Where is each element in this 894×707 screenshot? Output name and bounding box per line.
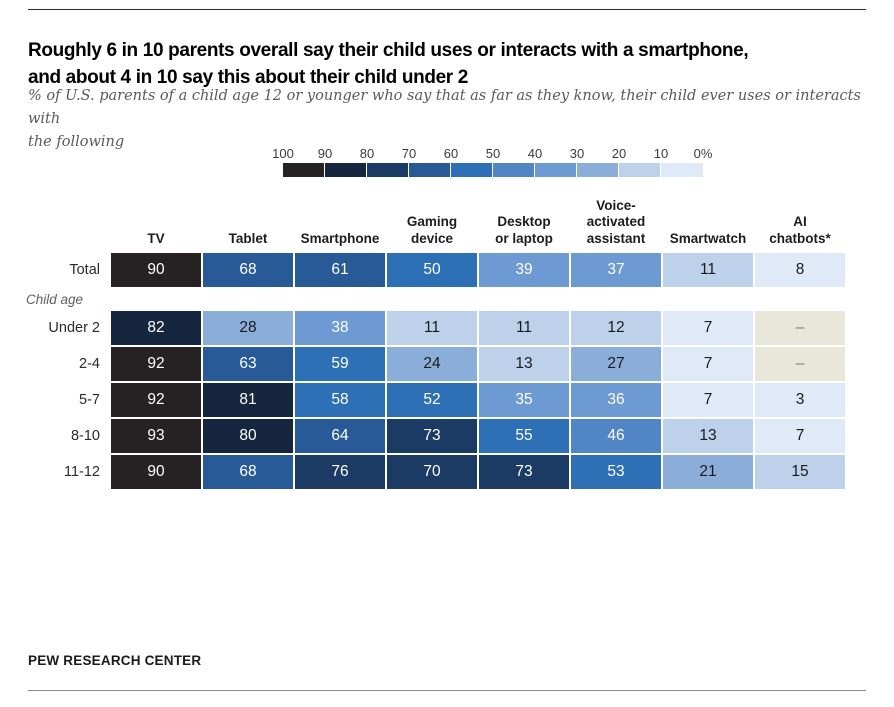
column-header: TV [147, 230, 165, 246]
legend-bar [283, 163, 703, 177]
legend-color-segment [493, 163, 535, 177]
heatmap-cell: 68 [203, 253, 293, 287]
heatmap-cell: 11 [479, 311, 569, 345]
column-header: Tablet [228, 230, 268, 246]
row-label: 5-7 [79, 392, 100, 408]
heatmap-cell: 7 [663, 347, 753, 381]
legend-tick-label: 0% [693, 146, 713, 161]
heatmap-cell: 50 [387, 253, 477, 287]
column-header: Voice- activated assistant [586, 197, 646, 246]
heatmap-cell: 92 [111, 383, 201, 417]
chart-subtitle [28, 85, 873, 155]
top-divider [28, 9, 866, 10]
heatmap-cell: 39 [479, 253, 569, 287]
heatmap-cell: 81 [203, 383, 293, 417]
heatmap-cell: 70 [387, 455, 477, 489]
legend-tick-label: 30 [569, 146, 585, 161]
legend-color-segment [367, 163, 409, 177]
legend-color-segment [619, 163, 661, 177]
row-label: 2-4 [79, 356, 100, 372]
legend-tick-label: 100 [272, 146, 294, 161]
heatmap-cell: 24 [387, 347, 477, 381]
heatmap-cell: – [755, 347, 845, 381]
heatmap-cell: 13 [663, 419, 753, 453]
heatmap-cell: 92 [111, 347, 201, 381]
table-row [0, 382, 846, 418]
heatmap-cell: 7 [663, 311, 753, 345]
legend-tick-label: 10 [653, 146, 669, 161]
row-label: 11-12 [63, 464, 100, 480]
heatmap-cell: 21 [663, 455, 753, 489]
heatmap-cell: 80 [203, 419, 293, 453]
row-label: 8-10 [70, 428, 100, 444]
heatmap-cell: 27 [571, 347, 661, 381]
heatmap-cell: 38 [295, 311, 385, 345]
heatmap-cell: 59 [295, 347, 385, 381]
heatmap-cell: 13 [479, 347, 569, 381]
chart-title-line2: and about 4 in 10 say this about their child under 2 [28, 67, 468, 89]
heatmap-cell: 36 [571, 383, 661, 417]
heatmap-cell: 28 [203, 311, 293, 345]
bottom-divider [28, 690, 866, 691]
heatmap-cell: 63 [203, 347, 293, 381]
column-header: Gaming device [406, 214, 458, 246]
heatmap-cell: 58 [295, 383, 385, 417]
heatmap-cell: 93 [111, 419, 201, 453]
table-header-row [0, 196, 846, 252]
heatmap-cell: 64 [295, 419, 385, 453]
legend-color-segment [409, 163, 451, 177]
heatmap-cell: 12 [571, 311, 661, 345]
chart-title-line1: Roughly 6 in 10 parents overall say their child uses or interacts with a smartphone, [28, 39, 749, 61]
heatmap-cell: 35 [479, 383, 569, 417]
column-header: Desktop or laptop [495, 214, 553, 246]
heatmap-cell: – [755, 311, 845, 345]
heatmap-cell: 82 [111, 311, 201, 345]
chart-subtitle-line1: % of U.S. parents of a child age 12 or younger who say that as far as they know, their child ever uses or interacts with [28, 88, 861, 128]
legend-color-segment [577, 163, 619, 177]
heatmap-cell: 53 [571, 455, 661, 489]
row-group-label: Child age [25, 291, 83, 307]
table-body [0, 252, 846, 490]
heatmap-cell: 7 [663, 383, 753, 417]
table-row [0, 418, 846, 454]
chart-subtitle-line2: the following [28, 134, 125, 151]
heatmap-cell: 76 [295, 455, 385, 489]
row-label: Under 2 [48, 320, 100, 336]
row-label: Total [69, 262, 100, 278]
legend-tick-label: 40 [527, 146, 543, 161]
legend-tick-label: 20 [611, 146, 627, 161]
legend-color-segment [283, 163, 325, 177]
legend-tick-label: 90 [317, 146, 333, 161]
heatmap-cell: 73 [387, 419, 477, 453]
heatmap-cell: 61 [295, 253, 385, 287]
heatmap-cell: 90 [111, 455, 201, 489]
legend-color-segment [661, 163, 703, 177]
heatmap-cell: 37 [571, 253, 661, 287]
legend-tick-label: 80 [359, 146, 375, 161]
heatmap-cell: 11 [387, 311, 477, 345]
brand-label: PEW RESEARCH CENTER [28, 653, 202, 668]
chart-title [28, 37, 873, 92]
heatmap-cell: 3 [755, 383, 845, 417]
heatmap-cell: 11 [663, 253, 753, 287]
heatmap-cell: 7 [755, 419, 845, 453]
table-row [0, 346, 846, 382]
legend-tick-label: 60 [443, 146, 459, 161]
row-group [0, 288, 846, 310]
heatmap-table [0, 196, 846, 490]
legend-tick-label: 50 [485, 146, 501, 161]
heatmap-cell: 15 [755, 455, 845, 489]
table-row [0, 252, 846, 288]
heatmap-cell: 8 [755, 253, 845, 287]
color-scale-legend [272, 146, 713, 178]
legend-color-segment [325, 163, 367, 177]
column-header: AI chatbots* [769, 214, 831, 246]
column-header: Smartwatch [669, 230, 747, 246]
heatmap-cell: 55 [479, 419, 569, 453]
table-row [0, 310, 846, 346]
column-header: Smartphone [300, 230, 380, 246]
legend-color-segment [535, 163, 577, 177]
heatmap-cell: 46 [571, 419, 661, 453]
heatmap-cell: 90 [111, 253, 201, 287]
heatmap-cell: 52 [387, 383, 477, 417]
table-row [0, 454, 846, 490]
heatmap-cell: 68 [203, 455, 293, 489]
legend-tick-label: 70 [401, 146, 417, 161]
legend-color-segment [451, 163, 493, 177]
heatmap-cell: 73 [479, 455, 569, 489]
